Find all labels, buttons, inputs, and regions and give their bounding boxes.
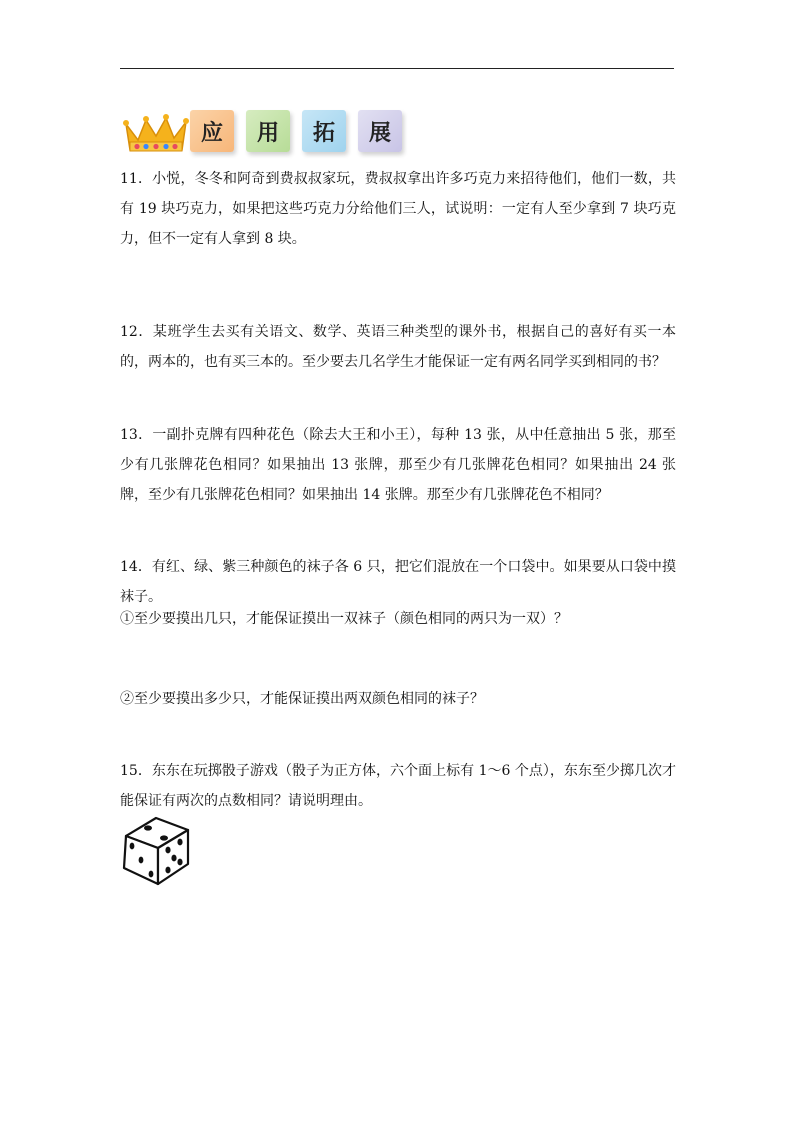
header-tile-3: 拓 — [302, 110, 346, 152]
top-rule — [120, 68, 674, 69]
dice-icon — [118, 812, 194, 888]
question-13: 13．一副扑克牌有四种花色（除去大王和小王），每种 13 张，从中任意抽出 5 张，那至少有几张牌花色相同？如果抽出 13 张牌，那至少有几张牌花色相同？如果抽出 24 张牌，至少有几张牌花色相同？如果抽出 14 张牌。那至少有几张牌花色不相同？ — [120, 427, 676, 503]
header-tile-1: 应 — [190, 110, 234, 152]
question-12: 12．某班学生去买有关语文、数学、英语三种类型的课外书，根据自己的喜好有买一本的，两本的，也有买三本的。至少要去几名学生才能保证一定有两名同学买到相同的书？ — [120, 324, 676, 370]
header-tile-2: 用 — [246, 110, 290, 152]
question-14-part-1: ①至少要摸出几只，才能保证摸出一双袜子（颜色相同的两只为一双）？ — [120, 611, 568, 627]
crown-icon — [122, 110, 190, 156]
section-header-banner — [120, 108, 400, 156]
question-14: 14．有红、绿、紫三种颜色的袜子各 6 只，把它们混放在一个口袋中。如果要从口袋中摸袜子。 — [120, 559, 676, 605]
question-14-part-2: ②至少要摸出多少只，才能保证摸出两双颜色相同的袜子？ — [120, 691, 484, 707]
question-11: 11．小悦，冬冬和阿奇到费叔叔家玩，费叔叔拿出许多巧克力来招待他们，他们一数，共有 19 块巧克力，如果把这些巧克力分给他们三人，试说明：一定有人至少拿到 7 块巧克力，但不一定有人拿到 8 块。 — [120, 171, 676, 247]
header-tile-4: 展 — [358, 110, 402, 152]
question-15: 15．东东在玩掷骰子游戏（骰子为正方体，六个面上标有 1～6 个点），东东至少掷几次才能保证有两次的点数相同？请说明理由。 — [120, 763, 676, 809]
